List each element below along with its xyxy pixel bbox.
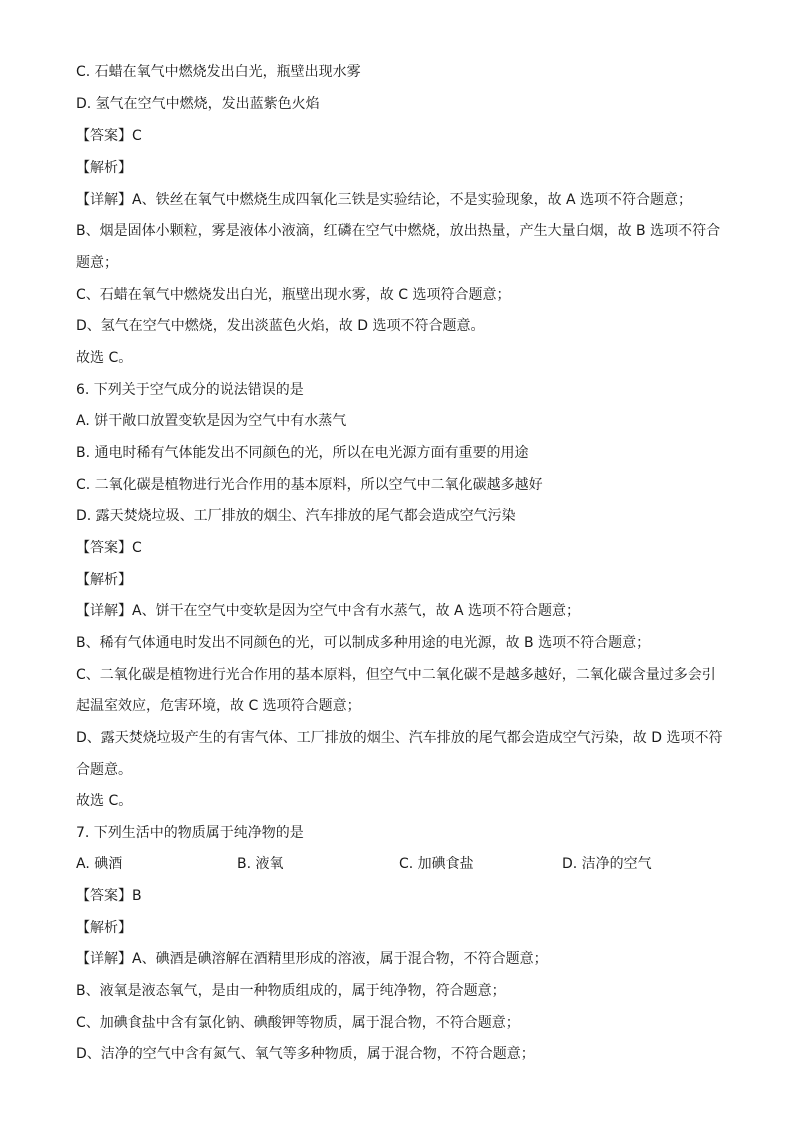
detail-line: 起温室效应，危害环境，故 C 选项符合题意； (76, 698, 361, 714)
analysis-label: 【解析】 (76, 160, 132, 176)
analysis-label: 【解析】 (76, 572, 132, 588)
analysis-label: 【解析】 (76, 920, 132, 936)
question-6-option-a: A. 饼干敞口放置变软是因为空气中有水蒸气 (76, 413, 347, 429)
detail-line: D、露天焚烧垃圾产生的有害气体、工厂排放的烟尘、汽车排放的尾气都会造成空气污染，故 D 选项不符 (76, 730, 723, 746)
detail-line: 合题意。 (76, 762, 132, 778)
answer-label: 【答案】C (76, 128, 142, 144)
question-6-option-b: B. 通电时稀有气体能发出不同颜色的光，所以在电光源方面有重要的用途 (76, 445, 529, 461)
question-7-option-b: B. 液氧 (237, 856, 284, 872)
question-6-option-d: D. 露天焚烧垃圾、工厂排放的烟尘、汽车排放的尾气都会造成空气污染 (76, 508, 516, 524)
detail-line: D、氢气在空气中燃烧，发出淡蓝色火焰，故 D 选项不符合题意。 (76, 318, 485, 334)
question-6-option-c: C. 二氧化碳是植物进行光合作用的基本原料，所以空气中二氧化碳越多越好 (76, 477, 543, 493)
question-6-stem: 6. 下列关于空气成分的说法错误的是 (76, 382, 304, 398)
detail-line: D、洁净的空气中含有氮气、氧气等多种物质，属于混合物，不符合题意； (76, 1046, 535, 1062)
detail-line: 【详解】A、碘酒是碘溶解在酒精里形成的溶液，属于混合物，不符合题意； (76, 951, 548, 967)
option-c-line: C. 石蜡在氧气中燃烧发出白光，瓶壁出现水雾 (76, 64, 361, 80)
detail-line: B、烟是固体小颗粒，雾是液体小液滴，红磷在空气中燃烧，放出热量，产生大量白烟，故 B 选项不符合 (76, 223, 721, 239)
question-7-options (76, 854, 726, 874)
question-7-stem: 7. 下列生活中的物质属于纯净物的是 (76, 825, 304, 841)
detail-line: B、液氧是液态氧气，是由一种物质组成的，属于纯净物，符合题意； (76, 983, 506, 999)
question-7-option-c: C. 加碘食盐 (399, 856, 474, 872)
detail-line: 题意； (76, 255, 118, 271)
question-7-option-d: D. 洁净的空气 (562, 856, 652, 872)
detail-line: C、二氧化碳是植物进行光合作用的基本原料，但空气中二氧化碳不是越多越好，二氧化碳含量过多会引 (76, 667, 716, 683)
detail-line: 【详解】A、铁丝在氧气中燃烧生成四氧化三铁是实验结论，不是实验现象，故 A 选项不符合题意； (76, 192, 693, 208)
answer-label: 【答案】C (76, 540, 142, 556)
detail-line: C、加碘食盐中含有氯化钠、碘酸钾等物质，属于混合物，不符合题意； (76, 1015, 520, 1031)
question-7-option-a: A. 碘酒 (76, 856, 123, 872)
answer-label: 【答案】B (76, 888, 142, 904)
conclusion-line: 故选 C。 (76, 793, 133, 809)
option-d-line: D. 氢气在空气中燃烧，发出蓝紫色火焰 (76, 96, 320, 112)
detail-line: C、石蜡在氧气中燃烧发出白光，瓶壁出现水雾，故 C 选项符合题意； (76, 287, 511, 303)
conclusion-line: 故选 C。 (76, 350, 133, 366)
detail-line: B、稀有气体通电时发出不同颜色的光，可以制成多种用途的电光源，故 B 选项不符合题意； (76, 635, 651, 651)
detail-line: 【详解】A、饼干在空气中变软是因为空气中含有水蒸气，故 A 选项不符合题意； (76, 603, 581, 619)
